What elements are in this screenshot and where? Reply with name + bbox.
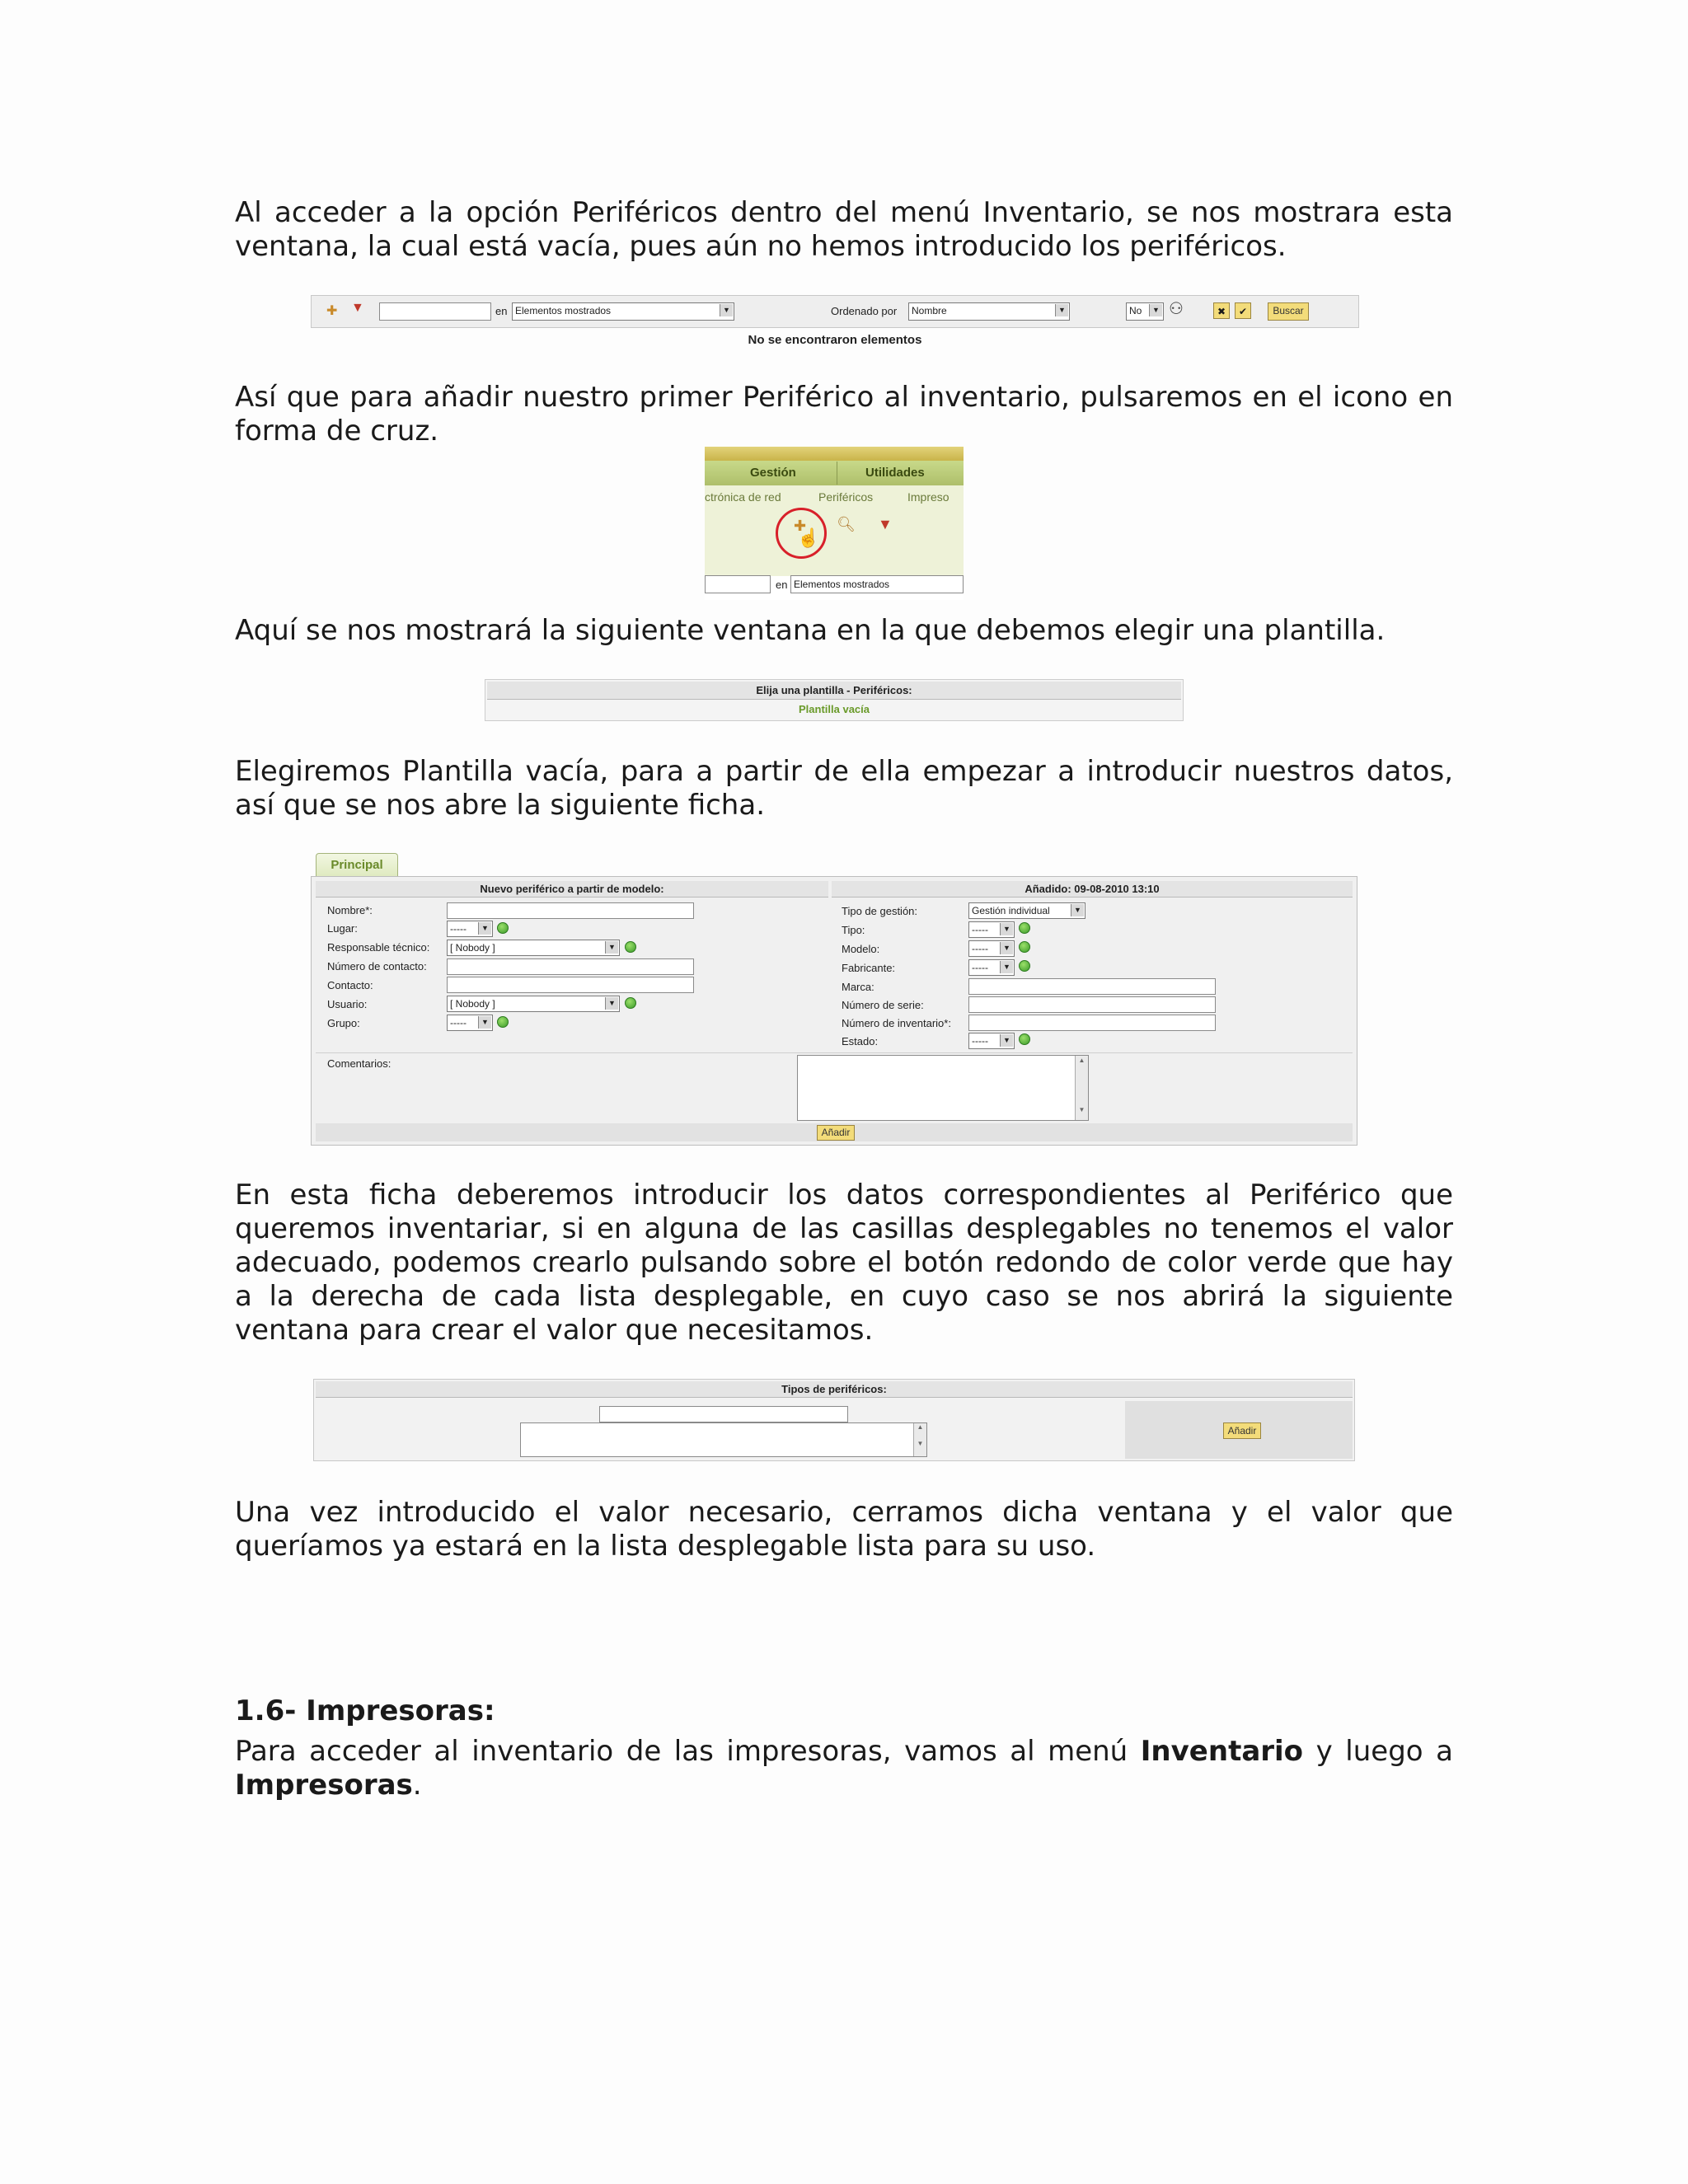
hand-cursor-icon: ☝ (797, 527, 820, 548)
add-lugar-button[interactable] (497, 922, 509, 934)
type-comment-textarea[interactable] (520, 1422, 927, 1457)
estado-label: Estado: (842, 1035, 879, 1047)
numero-contacto-field[interactable] (447, 958, 694, 975)
delete-icon[interactable]: ✖ (1213, 302, 1230, 319)
check-icon[interactable]: ✔ (1235, 302, 1251, 319)
add-fabricante-button[interactable] (1019, 960, 1030, 972)
numero-serie-field[interactable] (968, 996, 1216, 1013)
contacto-label: Contacto: (327, 979, 373, 991)
tipo-gestion-label: Tipo de gestión: (842, 905, 918, 917)
section-heading: 1.6- Impresoras: (235, 1694, 495, 1727)
no-select[interactable]: No ▼ (1126, 302, 1164, 321)
nombre-field[interactable] (447, 902, 694, 919)
usuario-label: Usuario: (327, 998, 368, 1010)
numero-inventario-field[interactable] (968, 1015, 1216, 1031)
en-label: en (776, 579, 788, 591)
template-title: Elija una plantilla - Periféricos: (487, 682, 1181, 700)
screenshot-menu-crop (705, 447, 964, 600)
paragraph-empty-template: Elegiremos Plantilla vacía, para a partir de ella empezar a introducir nuestros datos, así que se nos abre la siguiente ficha. (235, 755, 1453, 822)
usuario-select[interactable]: [ Nobody ] ▼ (447, 996, 620, 1012)
fabricante-select[interactable]: ----- ▼ (968, 959, 1015, 976)
comentarios-label: Comentarios: (327, 1057, 392, 1070)
order-select[interactable]: Nombre ▼ (908, 302, 1070, 321)
add-icon[interactable]: ✚ (326, 304, 338, 318)
template-option-empty[interactable]: Plantilla vacía (799, 703, 870, 715)
numero-serie-label: Número de serie: (842, 999, 924, 1011)
modelo-select[interactable]: ----- ▼ (968, 940, 1015, 957)
en-label: en (495, 305, 508, 317)
fabricante-label: Fabricante: (842, 962, 896, 974)
paragraph-template: Aquí se nos mostrará la siguiente ventana en la que debemos elegir una plantilla. (235, 614, 1386, 647)
add-modelo-button[interactable] (1019, 941, 1030, 953)
search-icon[interactable]: 🔍︎ (837, 516, 856, 532)
textarea-scrollbar[interactable]: ▲ ▼ (1075, 1056, 1088, 1120)
filter-icon[interactable]: ▼ (878, 516, 893, 532)
paragraph-close-window: Una vez introducido el valor necesario, cerramos dicha ventana y el valor que queríamos ya estará en la lista desplegable lista para su uso. (235, 1496, 1453, 1563)
empty-message: No se encontraron elementos (748, 333, 922, 347)
add-estado-button[interactable] (1019, 1033, 1030, 1045)
screenshot-types-panel (313, 1379, 1355, 1461)
marca-field[interactable] (968, 978, 1216, 995)
menu-inventario: Inventario (1140, 1735, 1304, 1768)
grupo-select[interactable]: ----- ▼ (447, 1015, 493, 1031)
responsable-select[interactable]: [ Nobody ] ▼ (447, 940, 620, 956)
tipo-gestion-select[interactable]: Gestión individual ▼ (968, 902, 1085, 919)
submenu-red[interactable]: ctrónica de red (705, 490, 781, 504)
add-button[interactable]: Añadir (817, 1125, 855, 1141)
add-grupo-button[interactable] (497, 1016, 509, 1028)
textarea-scrollbar[interactable]: ▲ ▼ (913, 1423, 926, 1456)
right-form-title: Añadido: 09-08-2010 13:10 (832, 881, 1353, 898)
tipo-label: Tipo: (842, 924, 865, 936)
contacto-field[interactable] (447, 977, 694, 993)
add-tipo-button[interactable] (1019, 922, 1030, 934)
tab-utilidades[interactable]: Utilidades (865, 466, 925, 480)
type-name-field[interactable] (599, 1406, 848, 1422)
tab-principal[interactable]: Principal (316, 853, 398, 876)
tipo-select[interactable]: ----- ▼ (968, 921, 1015, 938)
marca-label: Marca: (842, 981, 874, 993)
search-button[interactable]: Buscar (1268, 302, 1309, 321)
paragraph-add-icon: Así que para añadir nuestro primer Periférico al inventario, pulsaremos en el icono en forma de cruz. (235, 381, 1453, 448)
screenshot-template (485, 679, 1184, 721)
paragraph-green-button: En esta ficha deberemos introducir los datos correspondientes al Periférico que queremos inventariar, si en alguna de las casillas desplegables no tenemos el valor adecuado, podemos crearlo pulsando sobre el botón redondo de color verde que hay a la derecha de cada lista desplegable, en cuyo caso se nos abrirá la siguiente ventana para crear el valor que necesitamos. (235, 1179, 1453, 1347)
scope-field[interactable]: Elementos mostrados (790, 575, 964, 593)
people-icon[interactable]: ⚇ (1169, 300, 1184, 318)
filter-icon[interactable]: ▼ (351, 301, 364, 315)
paragraph-printers: Para acceder al inventario de las impresoras, vamos al menú Inventario y luego a Impresoras. (235, 1735, 1453, 1802)
responsable-label: Responsable técnico: (327, 941, 430, 954)
add-icon[interactable]: ✚ (794, 518, 807, 534)
scope-select[interactable]: Elementos mostrados ▼ (512, 302, 734, 321)
add-usuario-button[interactable] (625, 997, 636, 1009)
estado-select[interactable]: ----- ▼ (968, 1033, 1015, 1049)
numero-inventario-label: Número de inventario*: (842, 1017, 951, 1029)
lugar-label: Lugar: (327, 922, 358, 935)
screenshot-form (311, 853, 1357, 1146)
lugar-select[interactable]: ----- ▼ (447, 921, 493, 937)
tab-gestion[interactable]: Gestión (750, 466, 796, 480)
modelo-label: Modelo: (842, 943, 880, 955)
nombre-label: Nombre*: (327, 904, 373, 916)
numero-contacto-label: Número de contacto: (327, 960, 427, 972)
submenu-impresoras[interactable]: Impreso (907, 490, 950, 504)
menu-impresoras: Impresoras (235, 1769, 413, 1802)
submenu-perifericos[interactable]: Periféricos (818, 490, 874, 504)
add-responsable-button[interactable] (625, 941, 636, 953)
types-title: Tipos de periféricos: (316, 1381, 1353, 1398)
order-label: Ordenado por (831, 305, 898, 317)
search-input[interactable] (705, 575, 771, 593)
paragraph-intro: Al acceder a la opción Periféricos dentro del menú Inventario, se nos mostrara esta ventana, la cual está vacía, pues aún no hemos introducido los periféricos. (235, 196, 1453, 263)
left-form-title: Nuevo periférico a partir de modelo: (316, 881, 828, 898)
grupo-label: Grupo: (327, 1017, 360, 1029)
search-input[interactable] (379, 302, 491, 321)
types-add-button[interactable]: Añadir (1223, 1422, 1261, 1439)
comentarios-textarea[interactable] (797, 1055, 1089, 1121)
screenshot-search-bar (311, 295, 1359, 328)
